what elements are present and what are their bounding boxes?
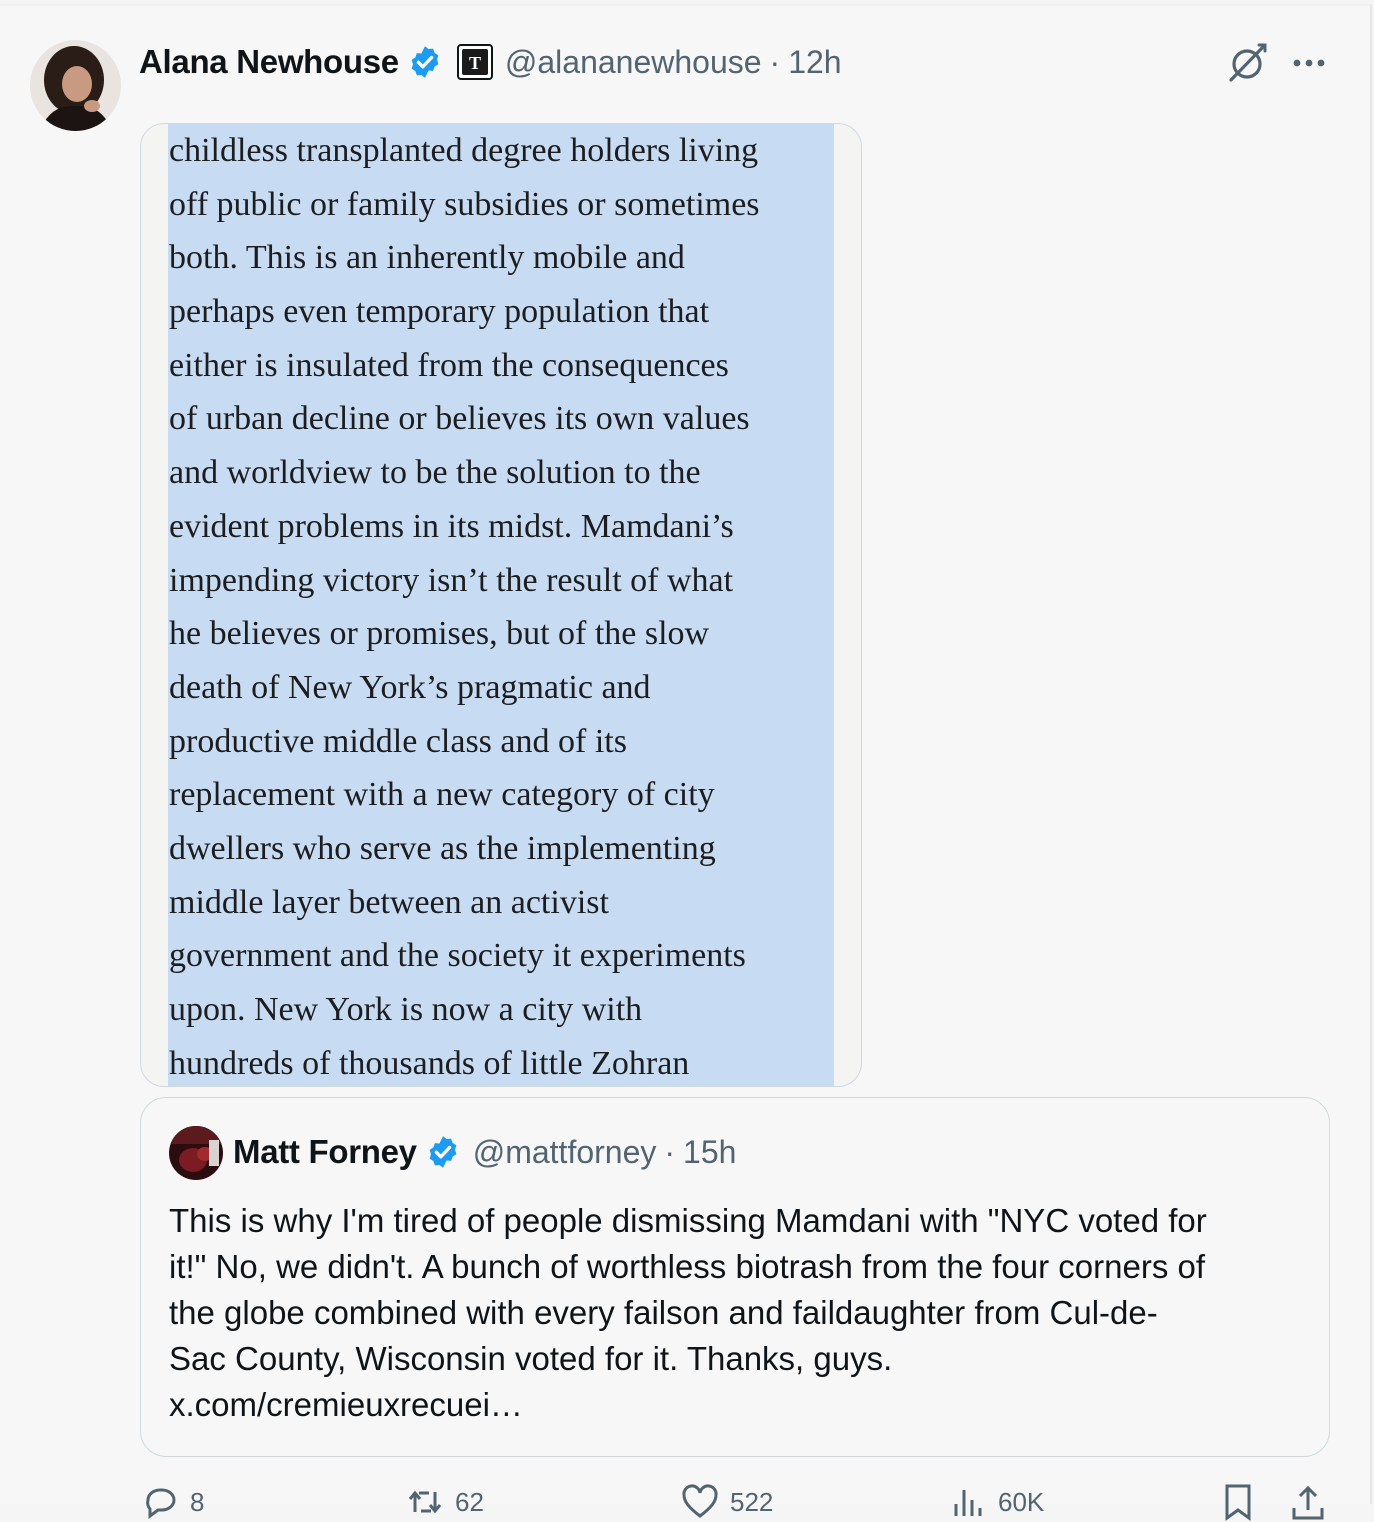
quoted-author-handle[interactable]: @mattforney — [472, 1133, 657, 1170]
quoted-author-name[interactable]: Matt Forney — [233, 1133, 417, 1170]
quoted-text — [169, 1198, 1319, 1428]
views-icon — [948, 1482, 988, 1522]
separator-dot: · — [664, 1133, 676, 1170]
excerpt-line: he believes or promises, but of the slow — [169, 615, 710, 653]
views-button[interactable] — [948, 1482, 1044, 1522]
repost-button[interactable] — [405, 1482, 484, 1522]
bookmark-icon — [1218, 1482, 1258, 1522]
excerpt-line: perhaps even temporary population that — [169, 293, 710, 331]
tweet-time[interactable]: 12h — [788, 43, 842, 80]
reply-count: 8 — [190, 1486, 205, 1517]
tweet-header — [139, 40, 842, 84]
more-options-icon[interactable] — [1288, 46, 1330, 80]
excerpt-line: replacement with a new category of city — [169, 776, 715, 814]
quoted-text-line: the globe combined with every failson and faildaughter from Cul-de- — [169, 1294, 1158, 1331]
quoted-header — [233, 1128, 736, 1176]
excerpt-line: death of New York’s pragmatic and — [169, 668, 651, 706]
share-button[interactable] — [1288, 1482, 1338, 1522]
excerpt-line: childless transplanted degree holders living — [169, 132, 759, 169]
views-count: 60K — [998, 1486, 1045, 1517]
repost-icon — [405, 1482, 445, 1522]
heart-icon — [680, 1482, 720, 1522]
like-count: 522 — [730, 1486, 774, 1517]
reply-icon — [140, 1482, 180, 1522]
author-avatar[interactable] — [30, 40, 121, 131]
excerpt-line: of urban decline or believes its own values — [169, 400, 750, 438]
excerpt-line: off public or family subsidies or sometimes — [169, 185, 760, 223]
quoted-text-line: This is why I'm tired of people dismissing Mamdani with "NYC voted for — [169, 1202, 1207, 1239]
affiliate-logo-icon[interactable] — [457, 44, 493, 80]
action-bar — [140, 1482, 1340, 1517]
separator-dot: · — [769, 43, 781, 80]
grok-icon[interactable] — [1226, 42, 1268, 84]
share-icon — [1288, 1482, 1328, 1522]
verified-badge-icon — [425, 1134, 461, 1170]
excerpt-line: either is insulated from the consequences — [169, 346, 729, 384]
excerpt-line: evident problems in its midst. Mamdani’s — [169, 507, 734, 545]
author-handle[interactable]: @alananewhouse — [504, 43, 762, 80]
tweet-card[interactable] — [0, 4, 1372, 1517]
excerpt-line: both. This is an inherently mobile and — [169, 239, 685, 277]
excerpt-line: upon. New York is now a city with — [169, 991, 643, 1028]
excerpt-image[interactable] — [140, 123, 862, 1087]
excerpt-text — [169, 124, 849, 1087]
quoted-author-avatar[interactable] — [169, 1126, 223, 1180]
svg-text:T: T — [468, 53, 481, 73]
excerpt-line: middle layer between an activist — [169, 883, 609, 921]
verified-badge-icon — [407, 44, 443, 80]
excerpt-line: impending victory isn’t the result of what — [169, 561, 734, 599]
author-name[interactable]: Alana Newhouse — [139, 43, 399, 80]
quoted-link[interactable]: x.com/cremieuxrecuei… — [169, 1386, 523, 1423]
excerpt-line: productive middle class and of its — [169, 722, 627, 760]
reply-button[interactable] — [140, 1482, 204, 1522]
quoted-time[interactable]: 15h — [683, 1133, 737, 1170]
like-button[interactable] — [680, 1482, 773, 1522]
excerpt-line: and worldview to be the solution to the — [169, 454, 701, 492]
excerpt-line: government and the society it experiments — [169, 937, 746, 975]
excerpt-line: hundreds of thousands of little Zohran — [169, 1044, 690, 1082]
quoted-text-line: Sac County, Wisconsin voted for it. Thanks, guys. — [169, 1340, 893, 1377]
bookmark-button[interactable] — [1218, 1482, 1268, 1522]
quoted-text-line: it!" No, we didn't. A bunch of worthless biotrash from the four corners of — [169, 1248, 1206, 1285]
excerpt-line: dwellers who serve as the implementing — [169, 829, 716, 867]
quoted-tweet[interactable] — [140, 1097, 1330, 1457]
repost-count: 62 — [455, 1486, 484, 1517]
